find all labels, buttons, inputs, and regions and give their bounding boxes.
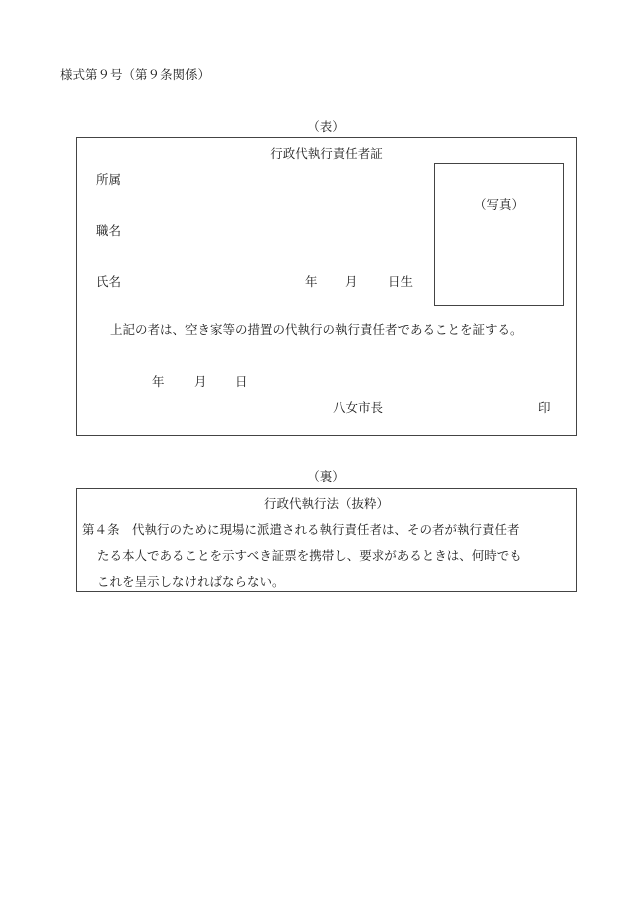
seal-mark: 印 (538, 400, 551, 415)
position-label: 職名 (96, 223, 122, 238)
name-label: 氏名 (96, 274, 122, 289)
issuer-name: 八女市長 (333, 400, 384, 415)
article-line-1: 第４条 代執行のために現場に派遣される執行責任者は、その者が執行責任者 (82, 522, 520, 537)
back-side-label: （裏） (307, 469, 345, 484)
issue-month-label: 月 (194, 374, 207, 389)
article-line-2: たる本人であることを示すべき証票を携帯し、要求があるときは、何時でも (97, 548, 522, 563)
front-side-label: （表） (307, 119, 345, 134)
back-card-title: 行政代執行法（抜粋） (263, 496, 389, 511)
article-line-3: これを呈示しなければならない。 (97, 574, 285, 589)
form-number: 様式第９号（第９条関係） (60, 67, 211, 82)
birth-day-label: 日生 (388, 274, 414, 289)
photo-frame (434, 163, 564, 306)
birth-year-label: 年 (305, 274, 318, 289)
photo-label: （写真） (473, 197, 524, 212)
certification-text: 上記の者は、空き家等の措置の代執行の執行責任者であることを証する。 (110, 322, 523, 337)
affiliation-label: 所属 (96, 172, 122, 187)
front-card-title: 行政代執行責任者証 (270, 146, 383, 161)
birth-month-label: 月 (345, 274, 358, 289)
issue-day-label: 日 (235, 374, 248, 389)
issue-year-label: 年 (152, 374, 165, 389)
